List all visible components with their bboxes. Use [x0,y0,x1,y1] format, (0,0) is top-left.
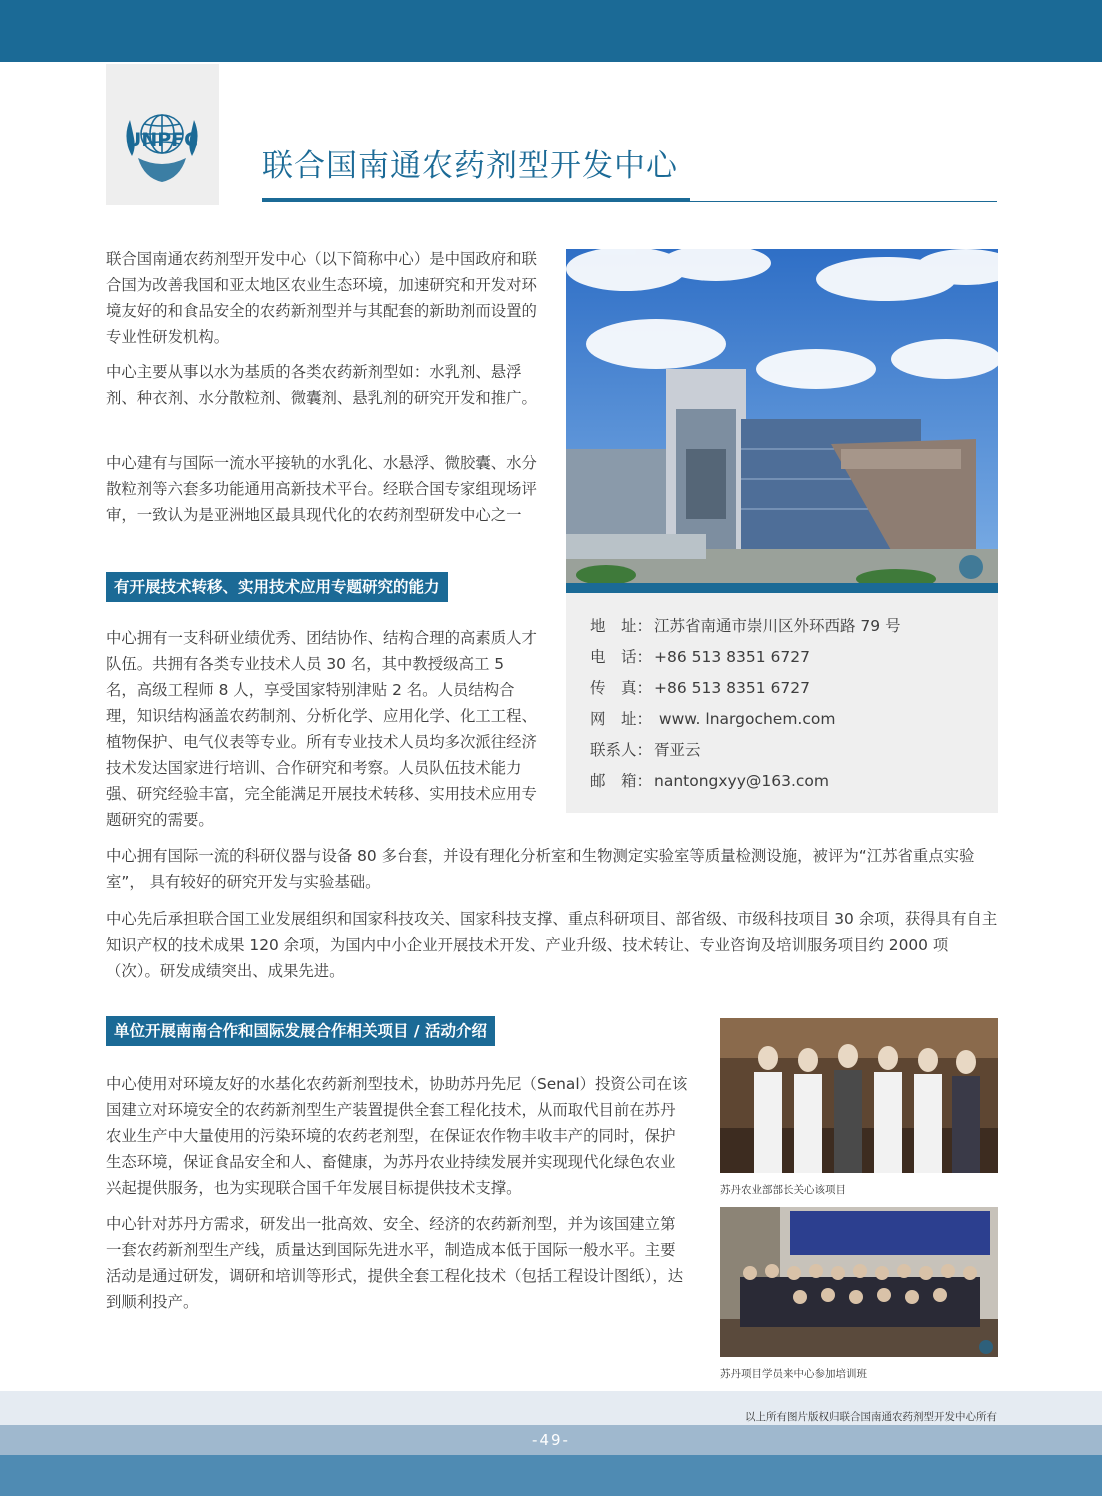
web-link[interactable]: www. lnargochem.com [654,710,836,728]
minister-visit-photo [720,1018,998,1173]
top-banner [0,0,1102,62]
page-number: -49- [532,1431,570,1449]
intro-paragraph-2: 中心主要从事以水为基质的各类农药新剂型如：水乳剂、悬浮剂、种衣剂、水分散粒剂、微囊剂、悬乳剂的研究开发和推广。 [106,363,537,407]
contact-web-row [590,704,998,735]
building-photo [566,249,998,593]
phone-label: 电 话： [590,648,653,666]
email-label: 邮 箱： [590,772,653,790]
intro-paragraph-1: 联合国南通农药剂型开发中心（以下简称中心）是中国政府和联合国为改善我国和亚太地区农业生态环境，加速研究和开发对环境友好的和食品安全的农药新剂型并与其配套的新助剂而设置的专业性研发机构。 [106,250,537,346]
un-emblem-icon [114,108,211,190]
contact-email-row [590,766,998,797]
page-title: 联合国南通农药剂型开发中心 [262,148,678,184]
fax-label: 传 真： [590,679,653,697]
bottom-banner [0,1455,1102,1496]
contact-phone-row [590,642,998,673]
contact-person-row [590,735,998,766]
email-link[interactable]: nantongxyy@163.com [654,772,830,790]
fax-value: +86 513 8351 6727 [654,679,810,697]
contact-fax-row [590,673,998,704]
logo-text: UNPFC [125,129,199,151]
capability-paragraph-3: 中心先后承担联合国工业发展组织和国家科技攻关、国家科技支撑、重点科研项目、部省级、市级科技项目 30 余项，获得具有自主知识产权的技术成果 120 余项，为国内中小企业开展技术开发、产业升级、技术转让、专业咨询及培训服务项目约 2000 项（次）。研发成绩突出、成果先进。 [106,910,998,980]
capability-paragraph-1: 中心拥有一支科研业绩优秀、团结协作、结构合理的高素质人才队伍。共拥有各类专业技术人员 30 名，其中教授级高工 5 名，高级工程师 8 人，享受国家特别津贴 2 名。人员结构合理，知识结构涵盖农药制剂、分析化学、应用化学、化工工程、植物保护、电气仪表等专业。所有专业技术人员均多次派往经济技术发达国家进行培训、合作研究和考察。人员队伍技术能力强、研究经验丰富，完全能满足开展技术转移、实用技术应用专题研究的需要。 [106,629,537,829]
copyright-note: 以上所有图片版权归联合国南通农药剂型开发中心所有 [745,1411,997,1423]
person-value: 胥亚云 [654,741,701,759]
address-value: 江苏省南通市崇川区外环西路 79 号 [654,617,901,635]
cooperation-paragraph-2: 中心针对苏丹方需求，研发出一批高效、安全、经济的农药新剂型，并为该国建立第一套农药新剂型生产线，质量达到国际先进水平，制造成本低于国际一般水平。主要活动是通过研发，调研和培训等形式，提供全套工程化技术（包括工程设计图纸），达到顺利投产。 [106,1215,684,1311]
address-label: 地 址： [590,617,653,635]
photo-caption-2: 苏丹项目学员来中心参加培训班 [720,1368,867,1380]
intro-paragraph-3: 中心建有与国际一流水平接轨的水乳化、水悬浮、微胶囊、水分散粒剂等六套多功能通用高新技术平台。经联合国专家组现场评审，一致认为是亚洲地区最具现代化的农药剂型研发中心之一 [106,454,537,524]
title-accent-bar [262,198,690,202]
training-class-photo [720,1207,998,1357]
logo-panel [106,64,219,205]
section-heading-capability: 有开展技术转移、实用技术应用专题研究的能力 [106,572,448,602]
contact-panel [566,593,998,813]
photo-caption-1: 苏丹农业部部长关心该项目 [720,1184,846,1196]
section-heading-cooperation: 单位开展南南合作和国际发展合作相关项目 / 活动介绍 [106,1016,495,1046]
person-label: 联系人： [590,741,653,759]
phone-value: +86 513 8351 6727 [654,648,810,666]
contact-address-row [590,611,998,642]
capability-paragraph-2: 中心拥有国际一流的科研仪器与设备 80 多台套，并设有理化分析室和生物测定实验室等质量检测设施，被评为“江苏省重点实验室”， 具有较好的研究开发与实验基础。 [106,847,975,891]
photo-accent-bar [566,583,998,593]
web-label: 网 址： [590,710,653,728]
cooperation-paragraph-1: 中心使用对环境友好的水基化农药新剂型技术，协助苏丹先尼（Senal）投资公司在该国建立对环境安全的农药新剂型生产装置提供全套工程化技术，从而取代目前在苏丹农业生产中大量使用的污染环境的农药老剂型，在保证农作物丰收丰产的同时，保护生态环境，保证食品安全和人、畜健康，为苏丹农业持续发展并实现现代化绿色农业兴起提供服务，也为实现联合国千年发展目标提供技术支撑。 [106,1075,688,1197]
